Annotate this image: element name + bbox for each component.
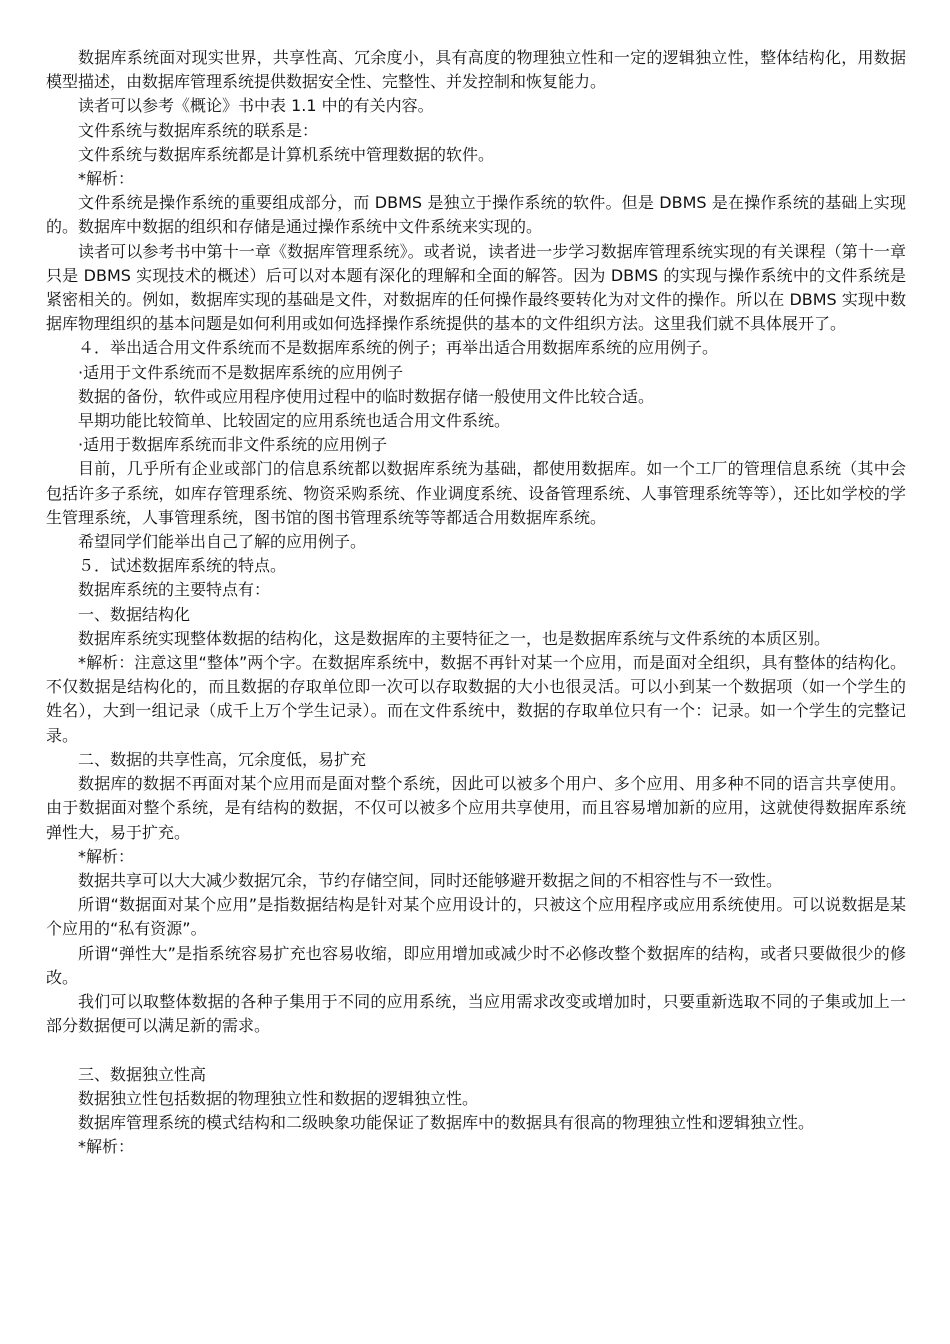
paragraph: 数据库系统面对现实世界，共享性高、冗余度小，具有高度的物理独立性和一定的逻辑独立性，整体结构化，用数据模型描述，由数据库管理系统提供数据安全性、完整性、并发控制和恢复能力。 — [46, 48, 906, 92]
paragraph: 数据库系统实现整体数据的结构化，这是数据库的主要特征之一，也是数据库系统与文件系统的本质区别。 — [78, 628, 831, 648]
paragraph: 所谓“弹性大”是指系统容易扩充也容易收缩，即应用增加或减少时不必修改整个数据库的结构，或者只要做很少的修改。 — [46, 943, 906, 987]
paragraph: 文件系统与数据库系统的联系是： — [78, 120, 319, 140]
paragraph: 数据的备份，软件或应用程序使用过程中的临时数据存储一般使用文件比较合适。 — [78, 386, 655, 406]
question-heading: ４．举出适合用文件系统而不是数据库系统的例子；再举出适合用数据库系统的应用例子。 — [78, 338, 719, 358]
paragraph: 数据库管理系统的模式结构和二级映象功能保证了数据库中的数据具有很高的物理独立性和逻辑独立性。 — [78, 1112, 815, 1132]
paragraph: *解析：注意这里“整体”两个字。在数据库系统中，数据不再针对某一个应用，而是面对全组织，具有整体的结构化。不仅数据是结构化的，而且数据的存取单位即一次可以存取数据的大小也很灵活。可以小到某一个数据项（如一个学生的姓名），大到一组记录（成千上万个学生记录）。而在文件系统中，数据的存取单位只有一个：记录。如一个学生的完整记录。 — [46, 653, 906, 745]
paragraph: 读者可以参考《概论》书中表 1.1 中的有关内容。 — [78, 96, 434, 116]
paragraph: 目前，几乎所有企业或部门的信息系统都以数据库系统为基础，都使用数据库。如一个工厂的管理信息系统（其中会包括许多子系统，如库存管理系统、物资采购系统、作业调度系统、设备管理系统、人事管理系统等等），还比如学校的学生管理系统，人事管理系统，图书馆的图书管理系统等等都适合用数据库系统。 — [46, 459, 906, 527]
bullet-heading: ·适用于数据库系统而非文件系统的应用例子 — [78, 435, 388, 455]
blank-line — [46, 1038, 906, 1062]
paragraph: 早期功能比较简单、比较固定的应用系统也适合用文件系统。 — [78, 411, 511, 431]
question-heading: ５．试述数据库系统的特点。 — [78, 556, 287, 576]
paragraph: 文件系统是操作系统的重要组成部分，而 DBMS 是独立于操作系统的软件。但是 DBMS 是在操作系统的基础上实现的。数据库中数据的组织和存储是通过操作系统中文件系统来实现的。 — [46, 193, 906, 237]
paragraph: 文件系统与数据库系统都是计算机系统中管理数据的软件。 — [78, 144, 495, 164]
paragraph: 读者可以参考书中第十一章《数据库管理系统》。或者说，读者进一步学习数据库管理系统实现的有关课程（第十一章只是 DBMS 实现技术的概述）后可以对本题有深化的理解和全面的解答。因为 DBMS 的实现与操作系统中的文件系统是紧密相关的。例如，数据库实现的基础是文件，对数据库的任何操作最终要转化为对文件的操作。所以在 DBMS 实现中数据库物理组织的基本问题是如何利用或如何选择操作系统提供的基本的文件组织方法。这里我们就不具体展开了。 — [46, 241, 906, 334]
paragraph: 数据独立性包括数据的物理独立性和数据的逻辑独立性。 — [78, 1088, 479, 1108]
paragraph: 所谓“数据面对某个应用”是指数据结构是针对某个应用设计的，只被这个应用程序或应用系统使用。可以说数据是某个应用的“私有资源”。 — [46, 895, 906, 939]
paragraph: 希望同学们能举出自己了解的应用例子。 — [78, 532, 367, 552]
analysis-label: *解析： — [78, 169, 135, 189]
paragraph: 数据库系统的主要特点有： — [78, 580, 271, 600]
analysis-label: *解析： — [78, 846, 135, 866]
paragraph: 数据库的数据不再面对某个应用而是面对整个系统，因此可以被多个用户、多个应用、用多种不同的语言共享使用。由于数据面对整个系统，是有结构的数据，不仅可以被多个应用共享使用，而且容易增加新的应用，这就使得数据库系统弹性大，易于扩充。 — [46, 774, 906, 842]
section-heading: 一、数据结构化 — [78, 604, 191, 624]
analysis-label: *解析： — [78, 1137, 135, 1157]
bullet-heading: ·适用于文件系统而不是数据库系统的应用例子 — [78, 362, 404, 382]
section-heading: 三、数据独立性高 — [78, 1064, 207, 1084]
section-heading: 二、数据的共享性高，冗余度低，易扩充 — [78, 749, 367, 769]
paragraph: 我们可以取整体数据的各种子集用于不同的应用系统，当应用需求改变或增加时，只要重新选取不同的子集或加上一部分数据便可以满足新的需求。 — [46, 991, 906, 1036]
paragraph: 数据共享可以大大减少数据冗余，节约存储空间，同时还能够避开数据之间的不相容性与不一致性。 — [78, 870, 783, 890]
